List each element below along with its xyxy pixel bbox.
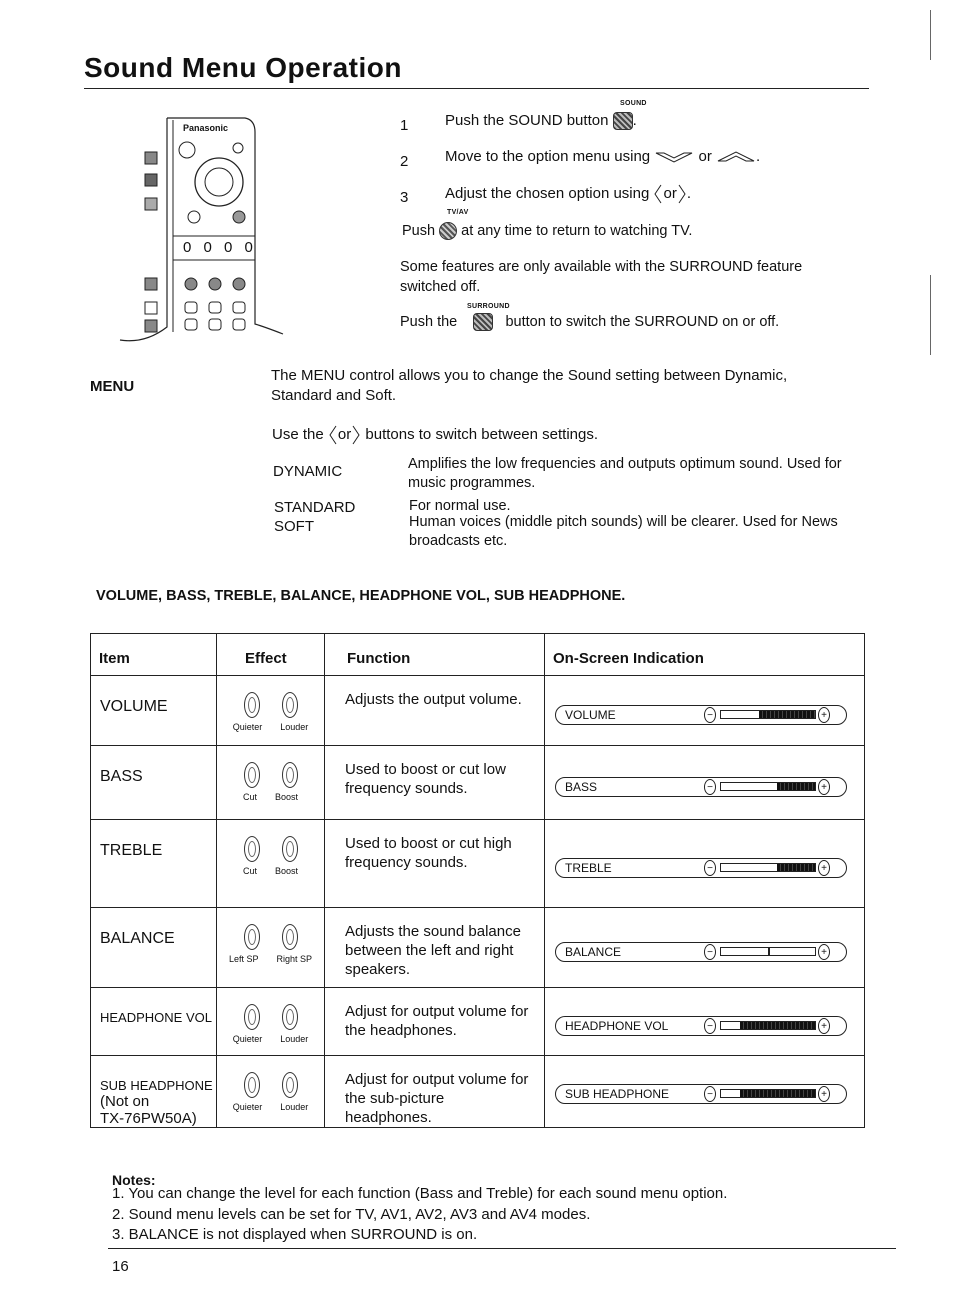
osd-indicator [555,1016,847,1036]
tvav-caption: TV/AV [447,209,469,216]
table-row [91,908,865,988]
minus-icon: − [704,779,716,795]
osd-level-fill [740,1022,815,1029]
effect-left-label: Quieter [232,1102,263,1112]
item-cell [91,676,217,746]
arrow-up-icon [716,150,756,164]
knob-left-icon [244,762,260,788]
item-note: TX-76PW50A) [100,1110,197,1127]
osd-label: VOLUME [565,708,616,722]
knob-right-icon [282,924,298,950]
knob-left-icon [244,836,260,862]
effect-right-label: Louder [280,1102,309,1112]
effect-left-label: Left SP [228,954,259,964]
mode-soft-desc: Human voices (middle pitch sounds) will be clearer. Used for News broadcasts etc. [409,514,838,549]
osd-indicator [555,1084,847,1104]
effect-left-label: Cut [242,792,257,802]
plus-icon: + [818,707,830,723]
remote-control-illustration [115,112,285,347]
minus-icon: − [704,1086,716,1102]
mode-soft: SOFT [274,518,314,535]
step-number: 3 [400,189,409,206]
effect-right-label: Louder [280,722,309,732]
effect-right-label: Right SP [276,954,313,964]
surround-line: Push the button to switch the SURROUND on or off. [400,313,780,330]
sound-settings-table [90,633,865,1128]
plus-icon: + [818,1086,830,1102]
item-cell [91,746,217,820]
effect-labels [217,1102,324,1112]
item-cell [91,988,217,1056]
knob-right-icon [282,692,298,718]
osd-label: TREBLE [565,861,612,875]
effect-cell [217,820,325,908]
bottom-rule [108,1248,896,1249]
osd-level-fill [759,711,815,718]
mode-standard-desc: For normal use. [409,498,511,514]
page-title: Sound Menu Operation [84,52,402,83]
effect-labels [217,722,324,732]
effect-cell [217,988,325,1056]
osd-label: HEADPHONE VOL [565,1019,669,1033]
menu-label: MENU [90,378,135,395]
function-cell: Used to boost or cut high frequency sounds. [325,820,545,908]
table-row [91,676,865,746]
table-row [91,1056,865,1128]
osd-level-bar [720,947,816,956]
osd-cell [545,746,865,820]
surround-button-icon [473,313,493,331]
osd-level-bar [720,863,816,872]
header-item: Item [91,634,217,676]
minus-icon: − [704,860,716,876]
tvav-line: Push at any time to return to watching TV. [402,222,693,239]
tvav-button-icon [439,222,457,240]
osd-level-bar [720,1089,816,1098]
effect-knobs [217,676,324,718]
item-name: VOLUME [100,698,168,715]
effect-right-label: Louder [280,1034,309,1044]
table-row [91,746,865,820]
knob-right-icon [282,762,298,788]
item-cell [91,1056,217,1128]
remote-brand: Panasonic [183,123,229,133]
osd-label: SUB HEADPHONE [565,1087,670,1101]
table-row [91,820,865,908]
minus-icon: − [704,707,716,723]
osd-cell [545,676,865,746]
step-number: 2 [400,153,409,170]
header-osd: On-Screen Indication [545,634,865,676]
page-number: 16 [112,1258,129,1275]
notes-title: Notes: [112,1172,156,1188]
osd-level-fill [740,1090,815,1097]
effect-knobs [217,746,324,788]
knob-right-icon [282,836,298,862]
note-item: 2. Sound menu levels can be set for TV, AV1, AV2, AV3 and AV4 modes. [112,1206,591,1223]
header-function: Function [325,634,545,676]
osd-indicator [555,858,847,878]
osd-level-fill [777,864,815,871]
osd-level-bar [720,710,816,719]
sound-button-caption: SOUND [620,100,647,107]
table-header-row [91,634,865,676]
item-cell [91,820,217,908]
mode-dynamic-desc: Amplifies the low frequencies and outputs optimum sound. Used for music programmes. [408,456,842,491]
osd-cell [545,820,865,908]
effect-cell [217,746,325,820]
minus-icon: − [704,944,716,960]
effect-knobs [217,908,324,950]
effect-labels [217,792,324,802]
knob-right-icon [282,1004,298,1030]
knob-left-icon [244,1072,260,1098]
osd-label: BASS [565,780,598,794]
table-row [91,988,865,1056]
menu-description: The MENU control allows you to change the Sound setting between Dynamic, Standard and Soft. [271,367,788,404]
effect-cell [217,1056,325,1128]
function-cell: Adjusts the sound balance between the left and right speakers. [325,908,545,988]
step-text: Push the SOUND button . [445,112,637,129]
arrow-down-icon [654,150,694,164]
plus-icon: + [818,860,830,876]
item-note: (Not on [100,1093,150,1110]
osd-cell [545,908,865,988]
function-cell: Adjust for output volume for the sub-picture headphones. [325,1056,545,1128]
osd-level-bar [720,782,816,791]
item-name: TREBLE [100,842,163,859]
mode-dynamic: DYNAMIC [273,463,343,480]
sound-button-icon [613,112,633,130]
margin-mark [930,10,931,60]
osd-cell [545,1056,865,1128]
item-cell [91,908,217,988]
arrow-right-icon [351,425,361,445]
minus-icon: − [704,1018,716,1034]
surround-caption: SURROUND [467,303,510,310]
title-rule [84,88,869,89]
effect-knobs [217,988,324,1030]
knob-left-icon [244,1004,260,1030]
osd-balance-marker [768,948,770,955]
effect-left-label: Quieter [232,1034,263,1044]
margin-mark [930,275,931,355]
effect-labels [217,866,324,876]
effect-labels [217,1034,324,1044]
effect-left-label: Cut [242,866,257,876]
effect-right-label: Boost [275,792,299,802]
function-cell: Adjusts the output volume. [325,676,545,746]
note-item: 1. You can change the level for each function (Bass and Treble) for each sound menu option. [112,1185,728,1202]
step-text: Move to the option menu using or . [445,148,761,165]
effect-knobs [217,1056,324,1098]
effect-labels [217,954,324,964]
arrow-left-icon [328,425,338,445]
header-effect: Effect [217,634,325,676]
osd-level-fill [777,783,815,790]
note-item: 3. BALANCE is not displayed when SURROUND is on. [112,1226,478,1243]
effect-cell [217,676,325,746]
arrow-right-icon [677,184,687,204]
effect-left-label: Quieter [232,722,263,732]
effect-knobs [217,820,324,862]
plus-icon: + [818,1018,830,1034]
mode-standard: STANDARD [274,499,356,516]
knob-right-icon [282,1072,298,1098]
osd-level-bar [720,1021,816,1030]
menu-use-line: Use the or buttons to switch between settings. [272,425,598,445]
item-name: BASS [100,768,143,785]
osd-cell [545,988,865,1056]
plus-icon: + [818,779,830,795]
osd-indicator [555,777,847,797]
item-name: SUB HEADPHONE [100,1078,213,1093]
knob-left-icon [244,692,260,718]
knob-left-icon [244,924,260,950]
step-text: Adjust the chosen option using or . [445,184,691,204]
surround-note: Some features are only available with the SURROUND feature switched off. [400,259,803,295]
function-cell: Used to boost or cut low frequency sounds. [325,746,545,820]
step-number: 1 [400,117,409,134]
effect-right-label: Boost [275,866,299,876]
remote-digits: 0 0 0 0 [183,239,257,256]
osd-indicator [555,942,847,962]
arrow-left-icon [653,184,663,204]
osd-indicator [555,705,847,725]
section-heading: VOLUME, BASS, TREBLE, BALANCE, HEADPHONE VOL, SUB HEADPHONE. [96,588,626,604]
osd-label: BALANCE [565,945,622,959]
plus-icon: + [818,944,830,960]
item-name: HEADPHONE VOL [100,1010,212,1025]
effect-cell [217,908,325,988]
item-name: BALANCE [100,930,175,947]
function-cell: Adjust for output volume for the headphones. [325,988,545,1056]
